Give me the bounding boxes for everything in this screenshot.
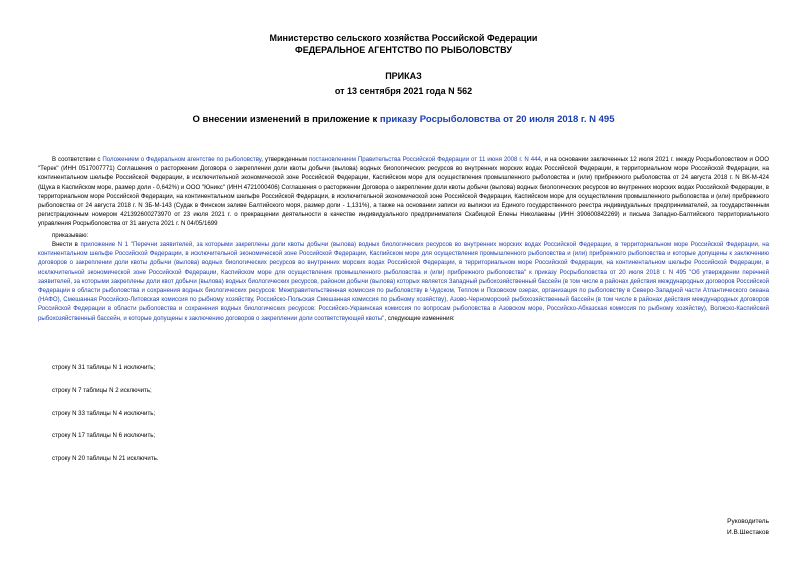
document-date-number: от 13 сентября 2021 года N 562 [334, 86, 473, 96]
regulation-link[interactable]: Положением о Федеральном агентстве по рыболовству [102, 156, 262, 163]
subject-text: О внесении изменений в приложение к [192, 114, 380, 125]
change-item: строку N 31 таблицы N 1 исключить; [52, 364, 156, 371]
change-item: строку N 17 таблицы N 6 исключить; [52, 432, 156, 439]
change-item: строку N 20 таблицы N 21 исключить. [52, 455, 159, 462]
change-item: строку N 33 таблицы N 4 исключить; [52, 410, 156, 417]
appendix-title-link[interactable]: "Перечни заявителей, за которыми закреплены доли квоты добычи (вылова) водных биологических ресурсов во внутренних морских водах Российской Федерации, в территориальном море Российской Федерации, на континентальном шельфе Российской Федерации, в исключительной экономической зоне Российской Федерации, Каспийском море для осуществления промышленного рыболовства и (или) прибрежного рыболовства и которые допущены к заключению договоров о закреплении доли квоты добычи (вылова) водных биологических ресурсов во внутренних морских водах Российской Федерации, в территориальном море Российской Федерации, на континентальном шельфе Российской Федерации, в исключительной экономической зоне Российской Федерации, Каспийском море для осуществления промышленного рыболовства и (или) прибрежного рыболовства" к приказу Росрыболовства от 20 июля 2018 г. N 495 "Об утверждении перечней заявителей, за которыми закреплены доли квот добычи (вылова) водных биологических ресурсов, районом добычи (вылова) которых является Западный рыбохозяйственный бассейн (в том числе в районах действия международных договоров Российской Федерации в области рыболовства и сохранения водных биологических ресурсов: Межправительственная комиссия по рыболовству в Чудском, Теплом и Псковском озерах, организация по рыболовству в Северо-Западной части Атлантического океана (НАФО), Смешанная Российско-Литовская комиссия по рыбному хозяйству, Российско-Польская Смешанная комиссия по рыбному хозяйству), Азово-Черноморский рыбохозяйственный бассейн (в том числе в районах действия международных договоров Российской Федерации в области рыболовства и сохранения водных биологических ресурсов: Российско-Украинская комиссия по вопросам рыболовства в Азовском море, Российско-Абхазская комиссия по рыбному хозяйству), Волжско-Каспийский рыбохозяйственный бассейн, и которые допущены к заключению договоров о закреплении доли соответствующей квоты" [38, 241, 770, 322]
ordered-word: приказываю: [52, 232, 89, 239]
subject-order-link[interactable]: приказу Росрыболовства от 20 июля 2018 г. N 495 [379, 114, 615, 125]
agency-name: ФЕДЕРАЛЬНОЕ АГЕНТСТВО ПО РЫБОЛОВСТВУ [295, 45, 512, 55]
document-subject [0, 114, 807, 126]
signer-title: Руководитель [727, 518, 769, 525]
change-item: строку N 7 таблицы N 2 исключить; [52, 387, 152, 394]
preamble-text-1: В соответствии с [52, 156, 103, 163]
document-type: ПРИКАЗ [385, 71, 422, 81]
appendix-link[interactable]: приложение N 1 [80, 241, 129, 248]
preamble-text-2: , утвержденным [261, 156, 309, 163]
body-text-2: , следующие изменения: [384, 314, 455, 322]
body-text-1: Внести в [52, 241, 81, 248]
ministry-name: Министерство сельского хозяйства Российской Федерации [269, 33, 538, 43]
body-paragraph [38, 240, 769, 323]
preamble-text-3: , и на основании заключенных 12 июля 2021 г. между Росрыболовством и ООО "Терек" (ИНН 0517007771) Соглашения о расторжении Договора о закреплении доли квоты добычи (вылова) водных биологических ресурсов во внутренних морских водах Российской Федерации, в территориальном море Российской Федерации, на континентальном шельфе Российской Федерации, в исключительной экономической зоне Российской Федерации, Каспийском море для осуществления промышленного рыболовства и (или) прибрежного рыболовства от 24 августа 2018 г. N ВК-М-424 (Щука в Каспийском море, размер доли - 0,642%) и ООО "Юникс" (ИНН 4721000406) Соглашения о расторжении Договора о закреплении доли квоты добычи (вылова) водных биологических ресурсов во внутренних морских водах Российской Федерации, в территориальном море Российской Федерации, на континентальном шельфе Российской Федерации, в исключительной экономической зоне Российской Федерации, Каспийском море для осуществления промышленного рыболовства и (или) прибрежного рыболовства от 24 августа 2018 г. N ЗБ-М-143 (Судак в Финском заливе Балтийского моря, размер доли - 1,131%), а также на основании записи из выписки из Единого государственного реестра индивидуальных предпринимателей, за государственным регистрационным номером 421392600273970 от 23 июля 2021 г. о прекращении деятельности в качестве индивидуального предпринимателя Скабицкой Елены Николаевны (ИНН 390600842269) и письма Западно-Балтийского территориального управления Росрыболовства от 31 августа 2021 г. N 04/05/1699 [38, 156, 770, 228]
government-decree-link[interactable]: постановлением Правительства Российской Федерации от 11 июня 2008 г. N 444 [308, 156, 541, 163]
preamble-paragraph [38, 155, 769, 229]
signer-name: И.В.Шестаков [727, 529, 769, 536]
